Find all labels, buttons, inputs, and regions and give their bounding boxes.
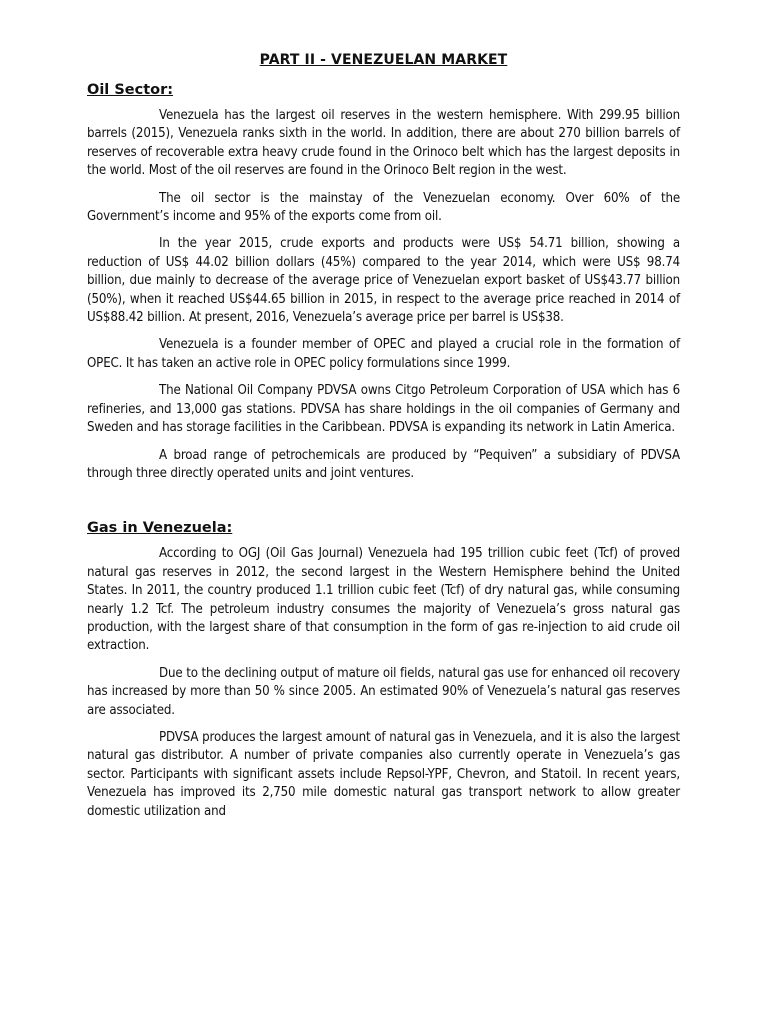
paragraph: Venezuela is a founder member of OPEC and played a crucial role in the formation of OPEC. It has taken an active role in OPEC policy formulations since 1999. (87, 337, 680, 371)
section-heading-gas: Gas in Venezuela: (87, 520, 233, 537)
paragraph: According to OGJ (Oil Gas Journal) Venezuela had 195 trillion cubic feet (Tcf) of proved natural gas reserves in 2012, the second largest in the Western Hemisphere behind the United States. In 2011, the country produced 1.1 trillion cubic feet (Tcf) of dry natural gas, while consuming nearly 1.2 Tcf. The petroleum industry consumes the majority of Venezuela’s gross natural gas production, with the largest share of that consumption in the form of gas re-injection to aid crude oil extraction. (87, 546, 680, 654)
paragraph: Venezuela has the largest oil reserves in the western hemisphere. With 299.95 billion barrels (2015), Venezuela ranks sixth in the world. In addition, there are about 270 billion barrels of reserves of recoverable extra heavy crude found in the Orinoco belt which has the largest deposits in the world. Most of the oil reserves are found in the Orinoco Belt region in the west. (87, 108, 680, 179)
paragraph: In the year 2015, crude exports and products were US$ 54.71 billion, showing a reduction of US$ 44.02 billion dollars (45%) compared to the year 2014, which were US$ 98.74 billion, due mainly to decrease of the average price of Venezuelan export basket of US$43.77 billion (50%), when it reached US$44.65 billion in 2015, in respect to the average price reached in 2014 of US$88.42 billion. At present, 2016, Venezuela’s average price per barrel is US$38. (87, 236, 680, 326)
paragraph: Due to the declining output of mature oil fields, natural gas use for enhanced oil recovery has increased by more than 50 % since 2005. An estimated 90% of Venezuela’s natural gas reserves are associated. (87, 665, 680, 718)
document-title: PART II - VENEZUELAN MARKET (259, 52, 508, 68)
section-gas-in-venezuela (87, 520, 680, 821)
document-page (87, 52, 680, 830)
paragraph: PDVSA produces the largest amount of natural gas in Venezuela, and it is also the largest natural gas distributor. A number of private companies also currently operate in Venezuela’s gas sector. Participants with significant assets include Repsol-YPF, Chevron, and Statoil. In recent years, Venezuela has improved its 2,750 mile domestic natural gas transport network to allow greater domestic utilization and (87, 729, 680, 819)
paragraph: The oil sector is the mainstay of the Venezuelan economy. Over 60% of the Government’s income and 95% of the exports come from oil. (87, 190, 680, 225)
section-spacer (87, 492, 680, 520)
paragraph: A broad range of petrochemicals are produced by “Pequiven” a subsidiary of PDVSA through three directly operated units and joint ventures. (87, 447, 680, 481)
paragraph: The National Oil Company PDVSA owns Citgo Petroleum Corporation of USA which has 6 refineries, and 13,000 gas stations. PDVSA has share holdings in the oil companies of Germany and Sweden and has storage facilities in the Caribbean. PDVSA is expanding its network in Latin America. (87, 383, 680, 436)
section-heading-oil-sector: Oil Sector: (87, 82, 174, 98)
section-oil-sector (87, 82, 680, 483)
